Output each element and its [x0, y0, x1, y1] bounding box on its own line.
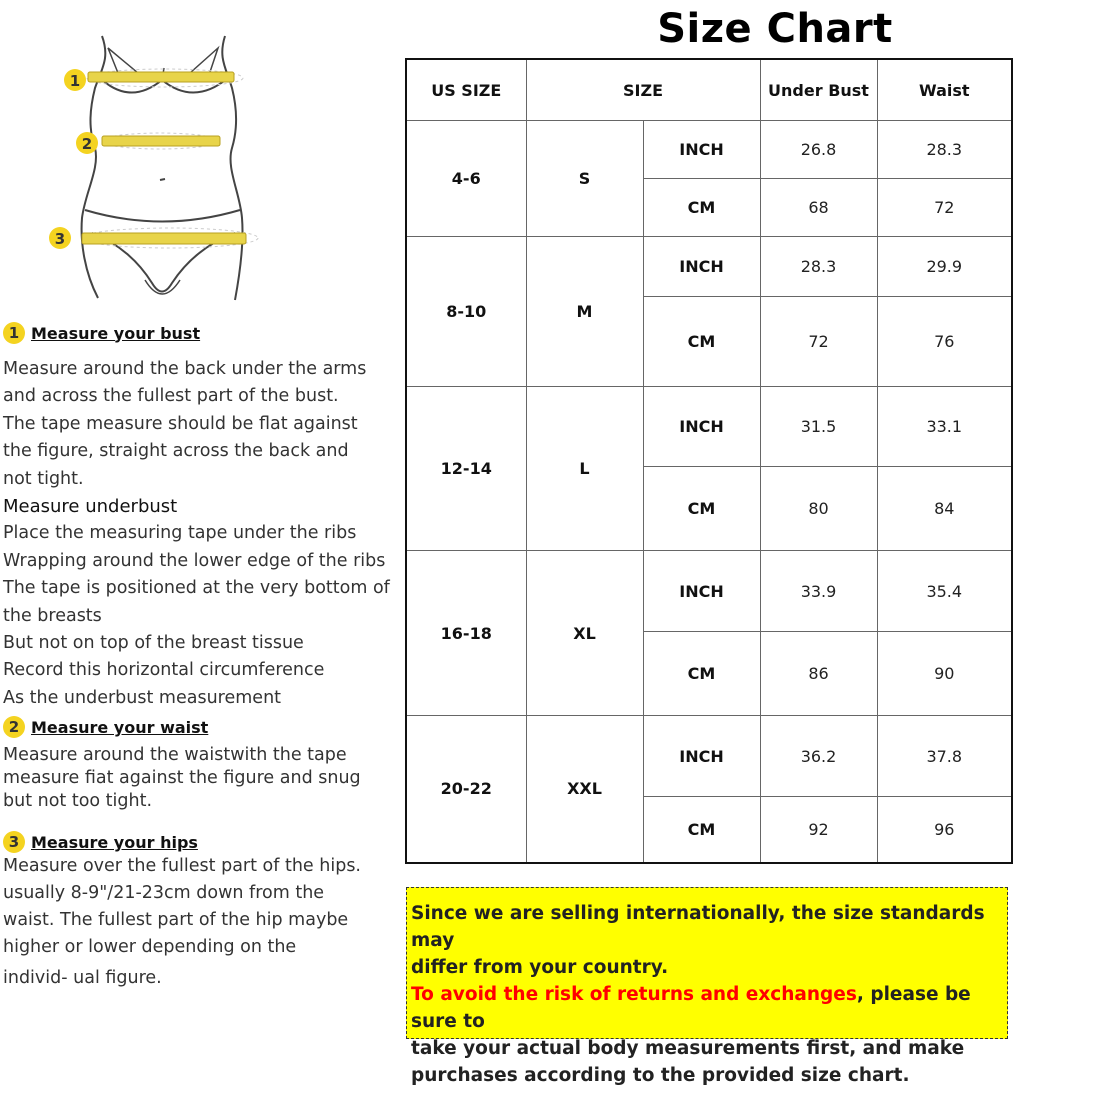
waist-cell: 76 — [877, 297, 1012, 387]
under-bust-cell: 68 — [760, 179, 877, 237]
under-bust-cell: 33.9 — [760, 551, 877, 632]
notice-line: Since we are selling internationally, the size standards may — [411, 903, 985, 951]
under-bust-cell: 36.2 — [760, 716, 877, 797]
warning-text: To avoid the risk of returns and exchanges — [411, 984, 857, 1005]
waist-cell: 37.8 — [877, 716, 1012, 797]
step-number: 3 — [3, 831, 25, 853]
notice-box — [406, 887, 1008, 1086]
unit-cell: INCH — [643, 387, 760, 467]
instruction-line: waist. The fullest part of the hip maybe — [3, 910, 349, 931]
us-size-cell: 8-10 — [406, 237, 526, 387]
table-row — [406, 237, 1012, 297]
us-size-cell: 12-14 — [406, 387, 526, 551]
page-title: Size Chart — [657, 6, 893, 52]
us-size-cell: 4-6 — [406, 121, 526, 237]
header-waist: Waist — [877, 59, 1012, 121]
instruction-line: higher or lower depending on the — [3, 937, 297, 958]
instruction-line: Wrapping around the lower edge of the ribs — [3, 550, 386, 571]
marker-1: 1 — [69, 72, 81, 90]
unit-cell: CM — [643, 797, 760, 863]
unit-cell: CM — [643, 467, 760, 551]
instruction-line: Place the measuring tape under the ribs — [3, 523, 357, 544]
bust-heading — [3, 322, 383, 344]
instruction-line: and across the fullest part of the bust. — [3, 386, 339, 407]
instruction-line: Record this horizontal circumference — [3, 660, 325, 681]
size-cell: XXL — [526, 716, 643, 863]
unit-cell: INCH — [643, 237, 760, 297]
us-size-cell: 16-18 — [406, 551, 526, 716]
us-size-cell: 20-22 — [406, 716, 526, 863]
instruction-line: But not on top of the breast tissue — [3, 633, 304, 654]
underbust-heading: Measure underbust — [3, 496, 178, 518]
waist-cell: 35.4 — [877, 551, 1012, 632]
instruction-line: the figure, straight across the back and — [3, 441, 349, 462]
table-row — [406, 551, 1012, 632]
step-title: Measure your waist — [31, 717, 209, 737]
instruction-line: Measure around the back under the arms — [3, 359, 367, 379]
size-cell: M — [526, 237, 643, 387]
instruction-line: individ- ual figure. — [3, 968, 162, 989]
instruction-line: Measure over the fullest part of the hips. — [3, 856, 361, 877]
waist-cell: 72 — [877, 179, 1012, 237]
waist-cell: 96 — [877, 797, 1012, 863]
marker-3: 3 — [54, 230, 66, 248]
under-bust-cell: 92 — [760, 797, 877, 863]
step-title: Measure your bust — [31, 323, 201, 343]
instruction-line: not tight. — [3, 468, 84, 489]
unit-cell: CM — [643, 179, 760, 237]
table-row — [406, 387, 1012, 467]
notice-line — [411, 981, 1001, 1035]
table-row — [406, 121, 1012, 179]
table-header-row — [406, 59, 1012, 121]
instruction-line: but not too tight. — [3, 791, 153, 812]
waist-cell: 29.9 — [877, 237, 1012, 297]
step-number: 2 — [3, 716, 25, 738]
under-bust-cell: 28.3 — [760, 237, 877, 297]
header-size: SIZE — [526, 59, 760, 121]
notice-line: take your actual body measurements first, and make — [411, 1038, 965, 1059]
under-bust-cell: 72 — [760, 297, 877, 387]
unit-cell: INCH — [643, 551, 760, 632]
waist-cell: 28.3 — [877, 121, 1012, 179]
step-number: 1 — [3, 322, 25, 344]
table-row — [406, 716, 1012, 797]
waist-cell: 84 — [877, 467, 1012, 551]
under-bust-cell: 26.8 — [760, 121, 877, 179]
notice-line: purchases according to the provided size chart. — [411, 1065, 910, 1086]
size-cell: XL — [526, 551, 643, 716]
instruction-line: The tape measure should be flat against — [3, 413, 358, 434]
measurement-instructions — [3, 322, 390, 992]
unit-cell: INCH — [643, 716, 760, 797]
size-cell: S — [526, 121, 643, 237]
waist-heading — [3, 716, 383, 738]
instruction-line: the breasts — [3, 605, 102, 626]
instruction-line: Measure around the waistwith the tape — [3, 745, 347, 766]
instruction-line: As the underbust measurement — [3, 687, 282, 708]
under-bust-cell: 86 — [760, 632, 877, 716]
under-bust-cell: 31.5 — [760, 387, 877, 467]
waist-cell: 90 — [877, 632, 1012, 716]
unit-cell: CM — [643, 632, 760, 716]
header-us-size: US SIZE — [406, 59, 526, 121]
notice-text: , please be sure to — [411, 984, 971, 1032]
size-chart-table — [405, 58, 1013, 864]
step-title: Measure your hips — [31, 832, 198, 852]
unit-cell: CM — [643, 297, 760, 387]
instruction-line: measure fiat against the figure and snug — [3, 768, 361, 789]
instruction-line: The tape is positioned at the very bottom of — [3, 578, 390, 599]
marker-2: 2 — [81, 135, 93, 153]
waist-cell: 33.1 — [877, 387, 1012, 467]
size-cell: L — [526, 387, 643, 551]
unit-cell: INCH — [643, 121, 760, 179]
under-bust-cell: 80 — [760, 467, 877, 551]
notice-line: differ from your country. — [411, 957, 669, 978]
header-under-bust: Under Bust — [760, 59, 877, 121]
hips-heading — [3, 831, 383, 853]
body-measurement-illustration — [40, 28, 280, 318]
instruction-line: usually 8-9"/21-23cm down from the — [3, 883, 325, 904]
